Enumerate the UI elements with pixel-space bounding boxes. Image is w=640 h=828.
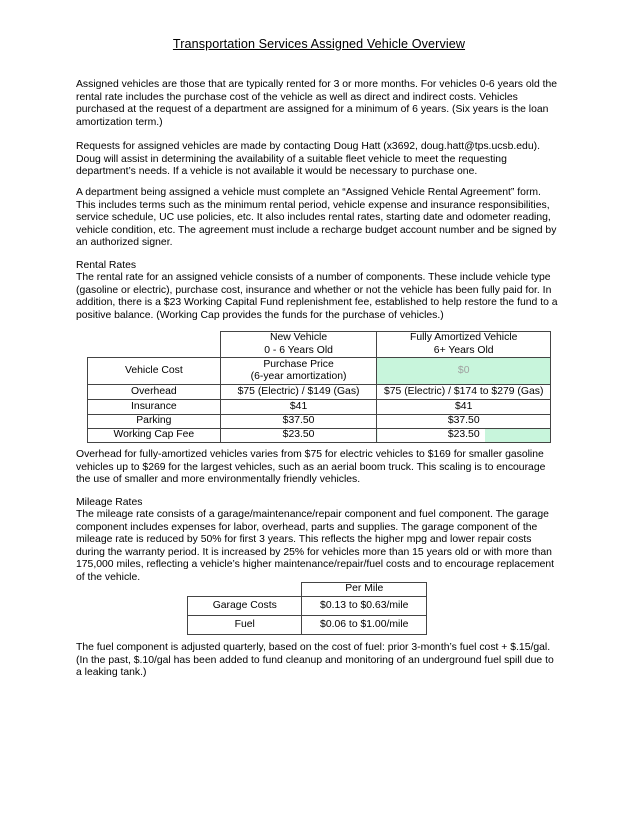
cell-new: $41 [220, 400, 377, 415]
intro-paragraph: Assigned vehicles are those that are typically rented for 3 or more months. For vehicles 0-6 years old the rental rate includes the purchase cost of the vehicle as well as direct and indirect costs. Vehicles purchased at the request of a department are assigned for a minimum of 6 years. (Six years is the loan amortization term.) [76, 79, 558, 128]
mileage-rates-paragraph: The mileage rate consists of a garage/maintenance/repair component and fuel component. The garage component includes expenses for labor, overhead, parts and supplies. The garage component of the mileage rate is reduced by 50% for first 3 years. This reflects the higher mpg and lower repair costs during the warranty period. It is increased by 25% for vehicles more than 15 years old or with more than 175,000 miles, reflecting a vehicle’s higher maintenance/repair/fuel costs and to encourage replacement of the vehicle. [76, 509, 555, 583]
row-label: Garage Costs [188, 597, 302, 616]
row-label: Overhead [88, 385, 221, 400]
cell-amortized: $23.50 [377, 429, 551, 443]
table-corner [88, 332, 221, 358]
header-new-vehicle: New Vehicle 0 - 6 Years Old [220, 332, 377, 358]
cell-amortized: $75 (Electric) / $174 to $279 (Gas) [377, 385, 551, 400]
rental-rates-heading: Rental Rates [76, 260, 137, 271]
table-row [88, 400, 551, 415]
cell-amortized: $37.50 [377, 415, 551, 429]
fuel-note-paragraph: The fuel component is adjusted quarterly, based on the cost of fuel: prior 3-month’s fuel cost + $.15/gal. (In the past, $.10/gal has been added to fund cleanup and monitoring of an underground fuel spill due to a leaking tank.) [76, 642, 554, 679]
table-row [88, 385, 551, 400]
row-label: Vehicle Cost [88, 358, 221, 385]
row-label: Insurance [88, 400, 221, 415]
cell-value: $0.13 to $0.63/mile [302, 597, 427, 616]
overhead-note-paragraph: Overhead for fully-amortized vehicles varies from $75 for electric vehicles to $169 for smaller gasoline vehicles up to $269 for the largest vehicles, such as an aerial boom truck. This scaling is to encourage the use of smaller and more environmentally friendly vehicles. [76, 449, 546, 486]
header-per-mile: Per Mile [302, 583, 427, 597]
agreement-paragraph: A department being assigned a vehicle must complete an “Assigned Vehicle Rental Agreement” form. This includes terms such as the minimum rental period, vehicle expense and insurance responsibilities, service schedule, UC use policies, etc. It also includes rental rates, starting date and odometer reading, vehicle condition, etc. The agreement must include a recharge budget account number and be signed by an authorized signer. [76, 187, 557, 249]
requests-paragraph: Requests for assigned vehicles are made by contacting Doug Hatt (x3692, doug.hatt@tps.ucsb.edu). Doug will assist in determining the availability of a suitable fleet vehicle to meet the requesting department’s needs. If a vehicle is not available it would be necessary to purchase one. [76, 141, 540, 178]
table-row [188, 616, 427, 635]
cell-new: $37.50 [220, 415, 377, 429]
rental-rates-table [87, 331, 551, 443]
row-label: Working Cap Fee [88, 429, 221, 443]
mileage-rates-heading: Mileage Rates [76, 497, 143, 508]
header-fully-amortized: Fully Amortized Vehicle 6+ Years Old [377, 332, 551, 358]
table-row [88, 429, 551, 443]
page-title: Transportation Services Assigned Vehicle Overview [172, 37, 466, 51]
rental-rates-paragraph: The rental rate for an assigned vehicle consists of a number of components. These include vehicle type (gasoline or electric), purchase cost, insurance and whether or not the vehicle has been fully paid for. In addition, there is a $23 Working Capital Fund replenishment fee, established to help restore the fund to a positive balance. (Working Cap provides the funds for the purchase of vehicles.) [76, 272, 558, 321]
cell-new: $75 (Electric) / $149 (Gas) [220, 385, 377, 400]
cell-amortized: $41 [377, 400, 551, 415]
table-corner [188, 583, 302, 597]
table-row [88, 358, 551, 385]
mileage-rates-table [187, 582, 427, 635]
table-row [88, 415, 551, 429]
cell-new: Purchase Price (6-year amortization) [220, 358, 377, 385]
row-label: Parking [88, 415, 221, 429]
row-label: Fuel [188, 616, 302, 635]
table-row [188, 597, 427, 616]
cell-value: $0.06 to $1.00/mile [302, 616, 427, 635]
cell-amortized: $0 [377, 358, 551, 385]
cell-new: $23.50 [220, 429, 377, 443]
